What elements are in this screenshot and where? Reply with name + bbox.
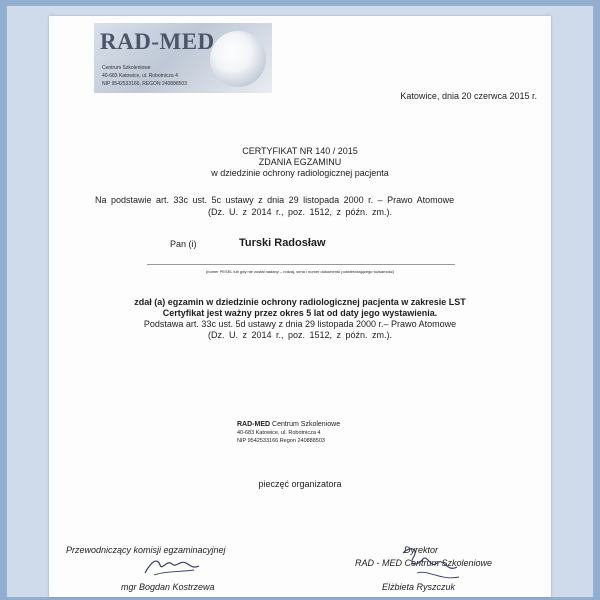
certificate-title: CERTYFIKAT NR 140 / 2015 bbox=[242, 146, 358, 156]
logo-line-1: Centrum Szkoleniowe bbox=[102, 65, 151, 71]
certificate-subtitle: ZDANIA EGZAMINU bbox=[258, 157, 342, 167]
rad-med-logo bbox=[94, 23, 272, 93]
certificate-field: w dziedzinie ochrony radiologicznej pacjenta bbox=[211, 168, 389, 178]
logo-name: RAD-MED bbox=[100, 29, 215, 54]
stamp-org bbox=[237, 421, 340, 428]
id-note: (numer PESEL lub gdy nie został nadany – rodzaj, seria i numer dokumentu potwierdzającego tożsamość) bbox=[205, 269, 395, 274]
stamp-org-bold: RAD-MED bbox=[237, 421, 271, 428]
stamp-ids: NIP 9542533166 Regon 240888503 bbox=[237, 438, 325, 444]
stamp-caption: pieczęć organizatora bbox=[258, 479, 342, 489]
stamp-address: 40-683 Katowice, ul. Robotnicza 4 bbox=[237, 430, 321, 436]
id-line bbox=[147, 264, 455, 265]
right-signatory-title: Dyrektor bbox=[404, 545, 439, 555]
right-signature bbox=[397, 543, 467, 587]
place-and-date: Katowice, dnia 20 czerwca 2015 r. bbox=[400, 91, 537, 101]
legal-basis-line-1: Na podstawie art. 33c ust. 5c ustawy z dnia 29 listopada 2000 r. – Prawo Atomowe bbox=[95, 195, 455, 205]
certificate-document bbox=[49, 16, 551, 597]
result-line-3: Podstawa art. 33c ust. 5d ustawy z dnia 29 listopada 2000 r.– Prawo Atomowe bbox=[143, 319, 457, 329]
page-frame bbox=[6, 5, 594, 598]
legal-basis-line-2: (Dz. U. z 2014 r., poz. 1512, z późn. zm.). bbox=[207, 207, 393, 217]
result-line-4: (Dz. U. z 2014 r., poz. 1512, z późn. zm.). bbox=[207, 330, 393, 340]
recipient-name: Turski Radosław bbox=[239, 237, 326, 249]
logo-line-3: NIP 9542533166, REGON 240888503 bbox=[102, 81, 187, 87]
left-signature bbox=[142, 554, 202, 578]
right-signatory-name: Elżbieta Ryszczuk bbox=[382, 582, 456, 592]
stamp-org-rest: Centrum Szkoleniowe bbox=[270, 421, 341, 428]
logo-sphere-icon bbox=[210, 31, 266, 87]
right-signatory-org: RAD - MED Centrum Szkoleniowe bbox=[355, 558, 493, 568]
logo-line-2: 40-683 Katowice, ul. Robotnicza 4 bbox=[102, 73, 178, 79]
left-signatory-name: mgr Bogdan Kostrzewa bbox=[121, 582, 215, 592]
result-line-2: Certyfikat jest ważny przez okres 5 lat od daty jego wystawienia. bbox=[162, 308, 438, 318]
salutation: Pan (i) bbox=[170, 239, 197, 249]
left-signatory-role: Przewodniczący komisji egzaminacyjnej bbox=[66, 545, 226, 555]
result-line-1: zdał (a) egzamin w dziedzinie ochrony radiologicznej pacjenta w zakresie LST bbox=[134, 297, 466, 307]
